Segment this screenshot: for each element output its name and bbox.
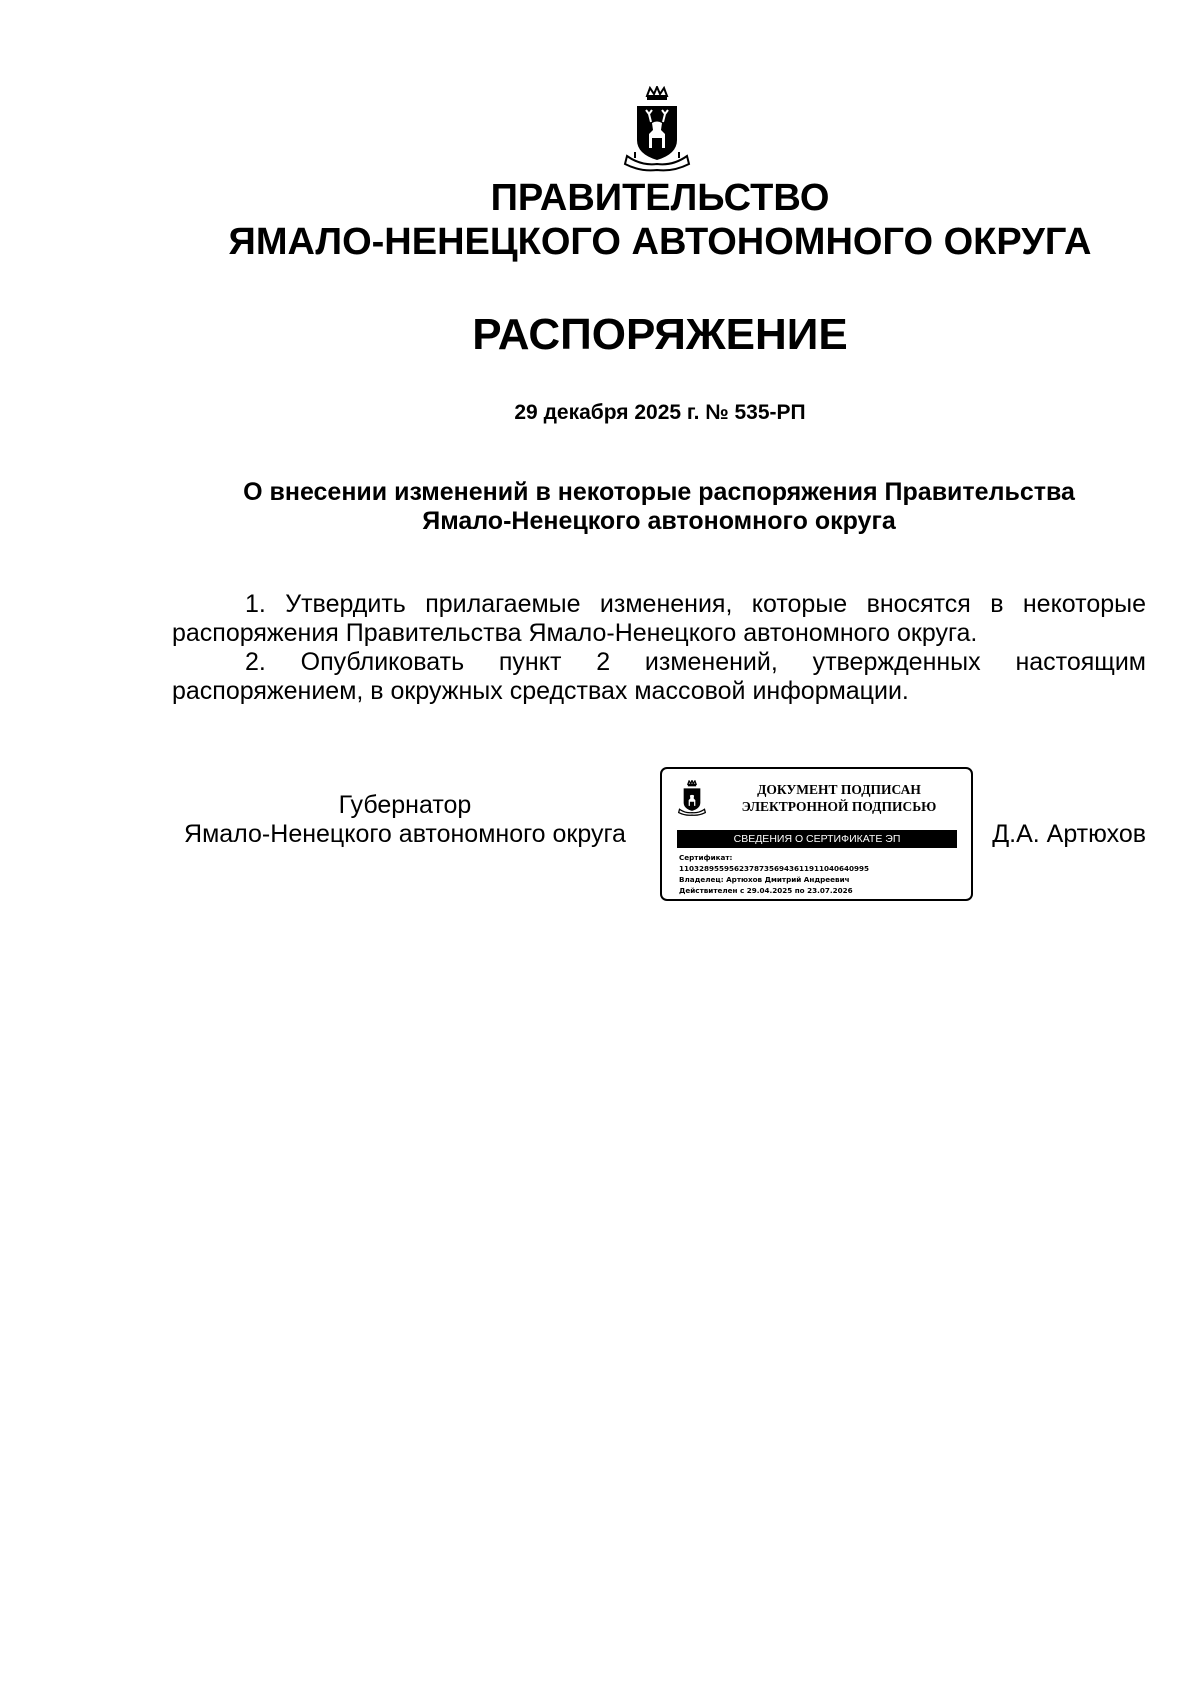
document-subject-line-2: Ямало-Ненецкого автономного округа xyxy=(422,507,896,535)
document-type: РАСПОРЯЖЕНИЕ xyxy=(472,310,848,359)
document-subject xyxy=(170,478,1148,536)
stamp-owner: Владелец: Артюхов Дмитрий Андреевич xyxy=(679,875,850,884)
signer-title-line-1: Губернатор xyxy=(338,791,472,819)
body-paragraph-1: 1. Утвердить прилагаемые изменения, которые вносятся в некоторые распоряжения Правительства Ямало-Ненецкого автономного округа. xyxy=(172,590,1146,647)
document-date-number: 29 декабря 2025 г. № 535-РП xyxy=(514,401,806,424)
stamp-title-line-1: ДОКУМЕНТ ПОДПИСАН xyxy=(757,782,921,797)
stamp-title-line-2: ЭЛЕКТРОННОЙ ПОДПИСЬЮ xyxy=(741,799,937,814)
stamp-title xyxy=(714,781,964,815)
stamp-certificate-bar: СВЕДЕНИЯ О СЕРТИФИКАТЕ ЭП xyxy=(677,830,957,848)
stamp-validity: Действителен с 29.04.2025 по 23.07.2026 xyxy=(679,886,853,895)
stamp-certificate-details xyxy=(679,852,964,896)
body-paragraph-2: 2. Опубликовать пункт 2 изменений, утвержденных настоящим распоряжением, в окружных средствах массовой информации. xyxy=(172,648,1146,705)
coat-of-arms-icon xyxy=(677,780,707,816)
stamp-certificate-label: Сертификат: xyxy=(679,853,733,862)
signer-title xyxy=(170,791,640,849)
coat-of-arms-icon xyxy=(621,86,693,172)
organization-name-line-2: ЯМАЛО-НЕНЕЦКОГО АВТОНОМНОГО ОКРУГА xyxy=(228,221,1092,263)
stamp-certificate-number: 11032895595623787356943611911040640995 xyxy=(679,864,870,873)
signer-title-line-2: Ямало-Ненецкого автономного округа xyxy=(184,820,626,848)
signer-name: Д.А. Артюхов xyxy=(992,820,1146,848)
organization-name-line-1: ПРАВИТЕЛЬСТВО xyxy=(490,177,830,219)
document-body xyxy=(172,590,1146,706)
document-subject-line-1: О внесении изменений в некоторые распоряжения Правительства xyxy=(243,478,1075,506)
electronic-signature-stamp xyxy=(660,767,973,901)
